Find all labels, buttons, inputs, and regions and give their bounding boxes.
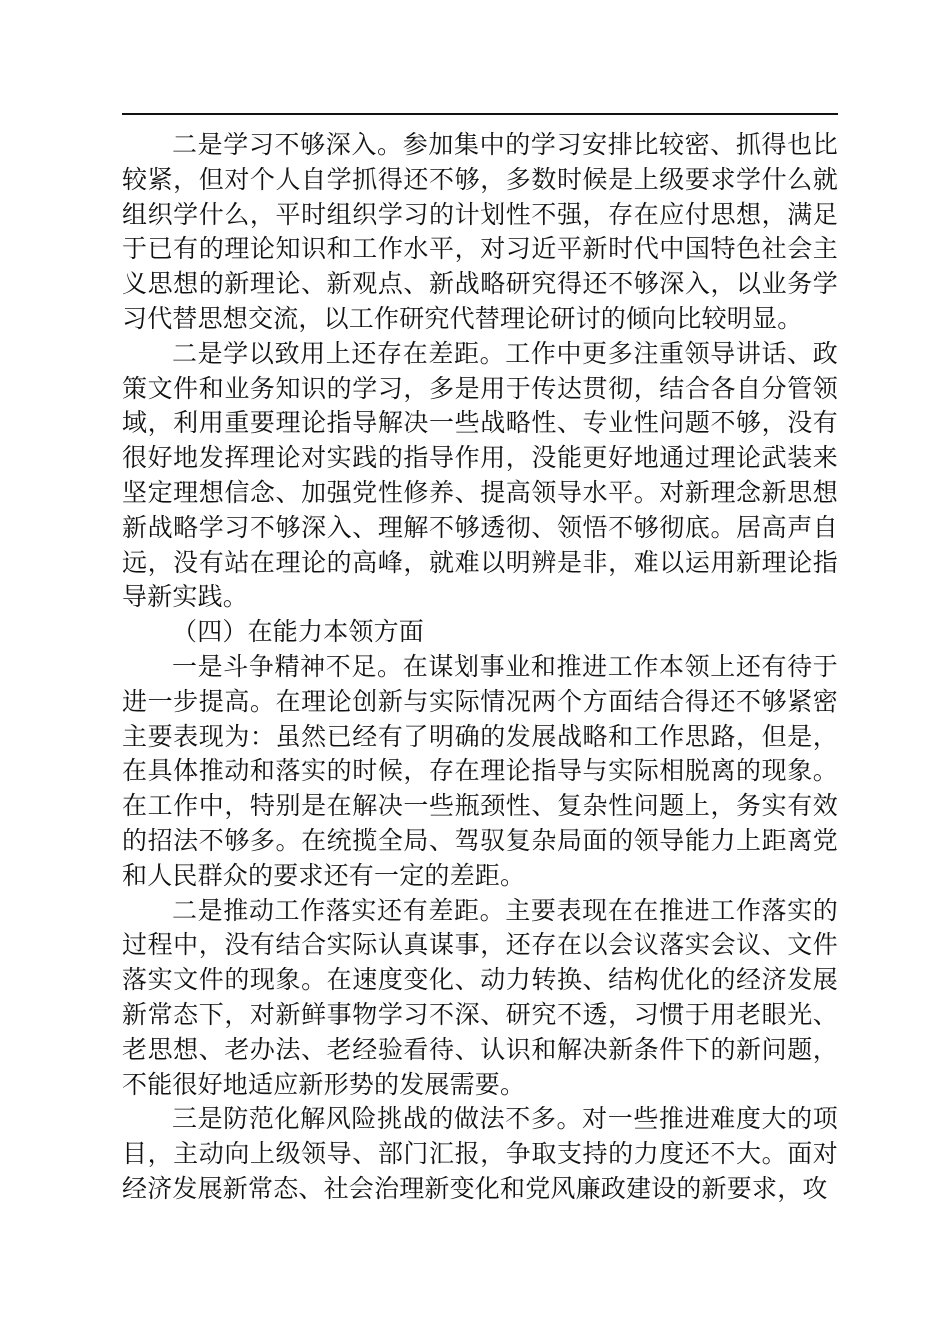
paragraph-fighting-spirit: 一是斗争精神不足。在谋划事业和推进工作本领上还有待于进一步提高。在理论创新与实际情况两个方面结合得还不够紧密主要表现为：虽然已经有了明确的发展战略和工作思路，但是，在具体推动和落实的时候，存在理论指导与实际相脱离的现象。在工作中，特别是在解决一些瓶颈性、复杂性问题上，务实有效的招法不够多。在统揽全局、驾驭复杂局面的领导能力上距离党和人民群众的要求还有一定的差距。 bbox=[122, 651, 838, 890]
paragraph-risk-prevention: 三是防范化解风险挑战的做法不多。对一些推进难度大的项目，主动向上级领导、部门汇报，争取支持的力度还不大。面对经济发展新常态、社会治理新变化和党风廉政建设的新要求，攻 bbox=[122, 1104, 838, 1203]
paragraph-work-implementation: 二是推动工作落实还有差距。主要表现在在推进工作落实的过程中，没有结合实际认真谋事，还存在以会议落实会议、文件落实文件的现象。在速度变化、动力转换、结构优化的经济发展新常态下，对新鲜事物学习不深、研究不透，习惯于用老眼光、老思想、老办法、老经验看待、认识和解决新条件下的新问题，不能很好地适应新形势的发展需要。 bbox=[122, 895, 838, 1099]
document-body bbox=[122, 128, 838, 1207]
paragraph-apply-learning: 二是学以致用上还存在差距。工作中更多注重领导讲话、政策文件和业务知识的学习，多是用于传达贯彻，结合各自分管领域，利用重要理论指导解决一些战略性、专业性问题不够，没有很好地发挥理论对实践的指导作用，没能更好地通过理论武装来坚定理想信念、加强党性修养、提高领导水平。对新理念新思想新战略学习不够深入、理解不够透彻、领悟不够彻底。居高声自远，没有站在理论的高峰，就难以明辨是非，难以运用新理论指导新实践。 bbox=[122, 338, 838, 612]
paragraph-study-not-deep: 二是学习不够深入。参加集中的学习安排比较密、抓得也比较紧，但对个人自学抓得还不够，多数时候是上级要求学什么就组织学什么，平时组织学习的计划性不强，存在应付思想，满足于已有的理论知识和工作水平，对习近平新时代中国特色社会主义思想的新理论、新观点、新战略研究得还不够深入，以业务学习代替思想交流，以工作研究代替理论研讨的倾向比较明显。 bbox=[122, 130, 838, 333]
section-heading-ability: （四）在能力本领方面 bbox=[172, 617, 425, 647]
header-rule bbox=[122, 113, 838, 115]
